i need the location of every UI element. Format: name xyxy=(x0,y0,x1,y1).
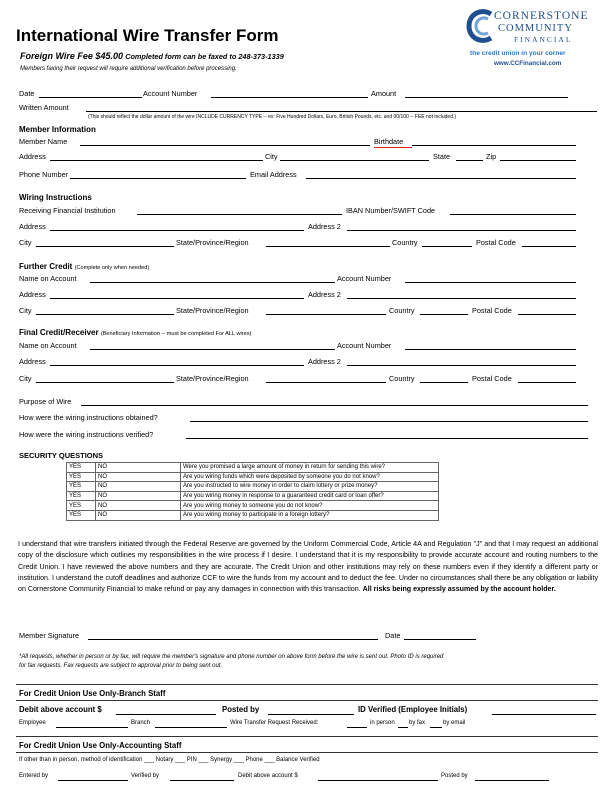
further-country-field[interactable] xyxy=(420,314,468,315)
member-zip-label: Zip xyxy=(486,152,497,161)
in-person-label: in person xyxy=(370,720,395,726)
swoosh-c-icon xyxy=(466,8,496,44)
logo-line2: COMMUNITY xyxy=(498,23,573,34)
id-verified-field[interactable] xyxy=(492,714,596,715)
logo-url: www.CCFinancial.com xyxy=(494,60,562,67)
security-question: Are you wiring money to someone you do not know? xyxy=(181,501,439,511)
by-email-check[interactable] xyxy=(430,727,442,728)
branch-debit-label: Debit above account $ xyxy=(19,705,102,714)
yes-option[interactable]: YES xyxy=(67,482,96,492)
security-question: Are you instructed to wire money in order to claim lottery or prize money? xyxy=(181,482,439,492)
member-state-field[interactable] xyxy=(456,160,483,161)
security-row xyxy=(67,472,439,482)
security-question: Were you promised a large amount of money in return for sending this wire? xyxy=(181,463,439,473)
fee-amount: Foreign Wire Fee $45.00 xyxy=(20,51,123,61)
final-name-label: Name on Account xyxy=(19,341,77,350)
accounting-staff-heading: For Credit Union Use Only-Accounting Staff xyxy=(19,741,182,750)
member-city-label: City xyxy=(265,152,278,161)
security-question: Are you wiring funds which were deposited by someone you do not know? xyxy=(181,472,439,482)
no-option[interactable]: NO xyxy=(96,463,181,473)
security-questions-table xyxy=(66,462,439,521)
receiving-institution-label: Receiving Financial Institution xyxy=(19,206,116,215)
signature-date-label: Date xyxy=(385,631,401,640)
final-postal-label: Postal Code xyxy=(472,374,512,383)
security-question: Are you wiring money in response to a guaranteed credit card or loan offer? xyxy=(181,491,439,501)
wiring-address-field[interactable] xyxy=(50,230,304,231)
accounting-debit-field[interactable] xyxy=(318,780,438,781)
employee-field[interactable] xyxy=(56,727,128,728)
member-city-field[interactable] xyxy=(280,160,429,161)
member-signature-label: Member Signature xyxy=(19,631,80,640)
final-account-label: Account Number xyxy=(337,341,392,350)
final-credit-note: (Beneficiary Information -- must be completed For ALL wires) xyxy=(100,331,252,337)
security-question: Are you wiring money to participate in a foreign lottery? xyxy=(181,510,439,520)
logo-line3: FINANCIAL xyxy=(514,35,573,44)
final-address-label: Address xyxy=(19,357,46,366)
yes-option[interactable]: YES xyxy=(67,472,96,482)
accounting-posted-by-field[interactable] xyxy=(475,780,549,781)
final-city-field[interactable] xyxy=(36,382,174,383)
date-label: Date xyxy=(19,89,35,98)
in-person-check[interactable] xyxy=(347,727,367,728)
wiring-city-field[interactable] xyxy=(36,246,174,247)
final-country-field[interactable] xyxy=(420,382,468,383)
entered-by-field[interactable] xyxy=(58,780,128,781)
yes-option[interactable]: YES xyxy=(67,463,96,473)
email-label: Email Address xyxy=(250,170,297,179)
final-city-label: City xyxy=(19,374,32,383)
wiring-heading: Wiring Instructions xyxy=(19,193,92,202)
further-address2-field[interactable] xyxy=(347,298,576,299)
branch-staff-heading: For Credit Union Use Only-Branch Staff xyxy=(19,689,166,698)
security-row xyxy=(67,482,439,492)
final-credit-title: Final Credit/Receiver xyxy=(19,328,99,337)
amount-field[interactable] xyxy=(405,97,568,98)
logo-line1: CORNERSTONE xyxy=(494,10,589,22)
footnote-line2: for fax requests. Fax requests are subject to approval prior to being sent out. xyxy=(19,663,223,669)
verified-label: How were the wiring instructions verified? xyxy=(19,430,154,439)
member-info-heading: Member Information xyxy=(19,125,96,134)
id-verified-label: ID Verified (Employee Initials) xyxy=(358,705,468,714)
written-amount-label: Written Amount xyxy=(19,103,69,112)
final-state-label: State/Province/Region xyxy=(176,374,249,383)
identification-line: If other than in person, method of identification ___ Notary ___ PIN ___ Synergy ___ Phone ___ Balance Verified xyxy=(19,757,320,763)
wiring-state-field[interactable] xyxy=(266,246,390,247)
security-row xyxy=(67,491,439,501)
wiring-postal-field[interactable] xyxy=(522,246,576,247)
further-city-label: City xyxy=(19,306,32,315)
yes-option[interactable]: YES xyxy=(67,510,96,520)
security-row xyxy=(67,510,439,520)
verified-field[interactable] xyxy=(186,438,588,439)
disclosure-paragraph xyxy=(18,539,598,595)
wiring-state-label: State/Province/Region xyxy=(176,238,249,247)
fax-notice: Members faxing their request will require additional verification before processing. xyxy=(20,66,237,72)
further-credit-note: (Complete only when needed) xyxy=(74,265,150,271)
further-state-label: State/Province/Region xyxy=(176,306,249,315)
yes-option[interactable]: YES xyxy=(67,491,96,501)
verified-by-field[interactable] xyxy=(170,780,234,781)
accounting-posted-by-label: Posted by xyxy=(441,773,468,779)
further-address-field[interactable] xyxy=(50,298,304,299)
branch-field[interactable] xyxy=(155,727,227,728)
birthdate-label: Birthdate xyxy=(374,137,404,146)
security-heading: SECURITY QUESTIONS xyxy=(19,451,104,460)
member-signature-field[interactable] xyxy=(88,639,378,640)
accounting-debit-label: Debit above account $ xyxy=(238,773,298,779)
further-credit-heading xyxy=(19,262,149,271)
wiring-country-label: Country xyxy=(392,238,418,247)
member-name-field[interactable] xyxy=(80,145,370,146)
divider xyxy=(16,700,598,701)
divider xyxy=(16,684,598,685)
member-state-label: State xyxy=(433,152,451,161)
further-postal-field[interactable] xyxy=(518,314,576,315)
further-state-field[interactable] xyxy=(266,314,386,315)
written-amount-field[interactable] xyxy=(86,111,597,112)
wiring-address-label: Address xyxy=(19,222,46,231)
account-number-label: Account Number xyxy=(143,89,198,98)
no-option[interactable]: NO xyxy=(96,482,181,492)
final-account-field[interactable] xyxy=(405,349,576,350)
verified-by-label: Verified by xyxy=(131,773,160,779)
wiring-city-label: City xyxy=(19,238,32,247)
security-row xyxy=(67,463,439,473)
divider xyxy=(16,736,598,737)
security-row xyxy=(67,501,439,511)
further-name-label: Name on Account xyxy=(19,274,77,283)
final-country-label: Country xyxy=(389,374,415,383)
fee-line xyxy=(20,51,284,61)
fax-number: Completed form can be faxed to 248-373-1339 xyxy=(125,52,284,61)
receiving-institution-field[interactable] xyxy=(137,214,342,215)
final-address-field[interactable] xyxy=(50,365,304,366)
wiring-address2-label: Address 2 xyxy=(308,222,341,231)
further-country-label: Country xyxy=(389,306,415,315)
further-city-field[interactable] xyxy=(36,314,174,315)
employee-label: Employee xyxy=(19,720,46,726)
disclosure-text: I understand that wire transfers initiated through the Federal Reserve are governed by the Uniform Commercial Code, Article 4A and Regulation "J" and that I may request an additional copy of the disclosure which outlines my responsibilities in the wire process if I desire. I understand that it is my responsibility to provide accurate account and routing numbers to the Credit Union. I have reviewed the above numbers and they are accurate. The Credit Union and other institutions may rely on these numbers even if they identify a different party or institution. I understand the cutoff deadlines and authorize CCF to wire the funds from my account and to deduct the fee. Under no circumstances shall there be any obligation or liability on Cornerstone Community Financial to make refund or pay any damages in connection with this transaction. xyxy=(18,540,598,594)
iban-label: IBAN Number/SWIFT Code xyxy=(346,206,436,215)
by-fax-check[interactable] xyxy=(398,727,408,728)
wiring-address2-field[interactable] xyxy=(347,230,576,231)
wiring-country-field[interactable] xyxy=(422,246,472,247)
member-address-field[interactable] xyxy=(50,160,263,161)
purpose-label: Purpose of Wire xyxy=(19,397,72,406)
branch-posted-by-field[interactable] xyxy=(268,714,354,715)
by-email-label: by email xyxy=(443,720,466,726)
written-amount-note: (This should reflect the dollar amount of the wire INCLUDE CURRENCY TYPE -- ex: Five Hundred Dollars, Euro, British Pounds, etc. and 00/100 -- FEE not included.) xyxy=(88,114,457,120)
page-title: International Wire Transfer Form xyxy=(16,26,279,45)
final-address2-field[interactable] xyxy=(347,365,576,366)
no-option[interactable]: NO xyxy=(96,510,181,520)
final-postal-field[interactable] xyxy=(518,382,576,383)
entered-by-label: Entered by xyxy=(19,773,49,779)
request-received-label: Wire Transfer Request Received: xyxy=(230,720,319,726)
branch-label: Branch xyxy=(131,720,151,726)
phone-number-field[interactable] xyxy=(70,178,246,179)
amount-label: Amount xyxy=(371,89,397,98)
purpose-field[interactable] xyxy=(81,405,588,406)
further-credit-title: Further Credit xyxy=(19,262,73,271)
yes-option[interactable]: YES xyxy=(67,501,96,511)
birthdate-spellcheck-underline xyxy=(374,147,412,148)
obtained-field[interactable] xyxy=(190,421,588,422)
further-name-field[interactable] xyxy=(90,282,335,283)
disclosure-bold-tail: All risks being expressly assumed by the account holder. xyxy=(362,585,556,594)
footnote-line1: *All requests, whether in person or by fax, will require the member's signature and phone number on above form before the wire is sent out. Photo ID is required xyxy=(19,654,444,660)
further-address-label: Address xyxy=(19,290,46,299)
final-address2-label: Address 2 xyxy=(308,357,341,366)
no-option[interactable]: NO xyxy=(96,501,181,511)
phone-number-label: Phone Number xyxy=(19,170,69,179)
no-option[interactable]: NO xyxy=(96,491,181,501)
logo-tagline: the credit union in your corner xyxy=(470,50,566,57)
final-name-field[interactable] xyxy=(90,349,335,350)
no-option[interactable]: NO xyxy=(96,472,181,482)
birthdate-field[interactable] xyxy=(412,145,576,146)
further-account-field[interactable] xyxy=(405,282,576,283)
final-credit-heading xyxy=(19,328,251,337)
further-address2-label: Address 2 xyxy=(308,290,341,299)
signature-date-field[interactable] xyxy=(404,639,476,640)
branch-debit-field[interactable] xyxy=(116,714,216,715)
by-fax-label: by fax xyxy=(409,720,426,726)
member-name-label: Member Name xyxy=(19,137,68,146)
email-field[interactable] xyxy=(306,178,576,179)
further-account-label: Account Number xyxy=(337,274,392,283)
final-state-field[interactable] xyxy=(266,382,386,383)
branch-posted-by-label: Posted by xyxy=(222,705,260,714)
logo xyxy=(464,6,604,72)
wiring-postal-label: Postal Code xyxy=(476,238,516,247)
member-address-label: Address xyxy=(19,152,46,161)
divider xyxy=(16,752,598,753)
obtained-label: How were the wiring instructions obtained? xyxy=(19,413,158,422)
date-field[interactable] xyxy=(39,97,142,98)
further-postal-label: Postal Code xyxy=(472,306,512,315)
member-zip-field[interactable] xyxy=(500,160,576,161)
iban-field[interactable] xyxy=(450,214,576,215)
account-number-field[interactable] xyxy=(211,97,368,98)
